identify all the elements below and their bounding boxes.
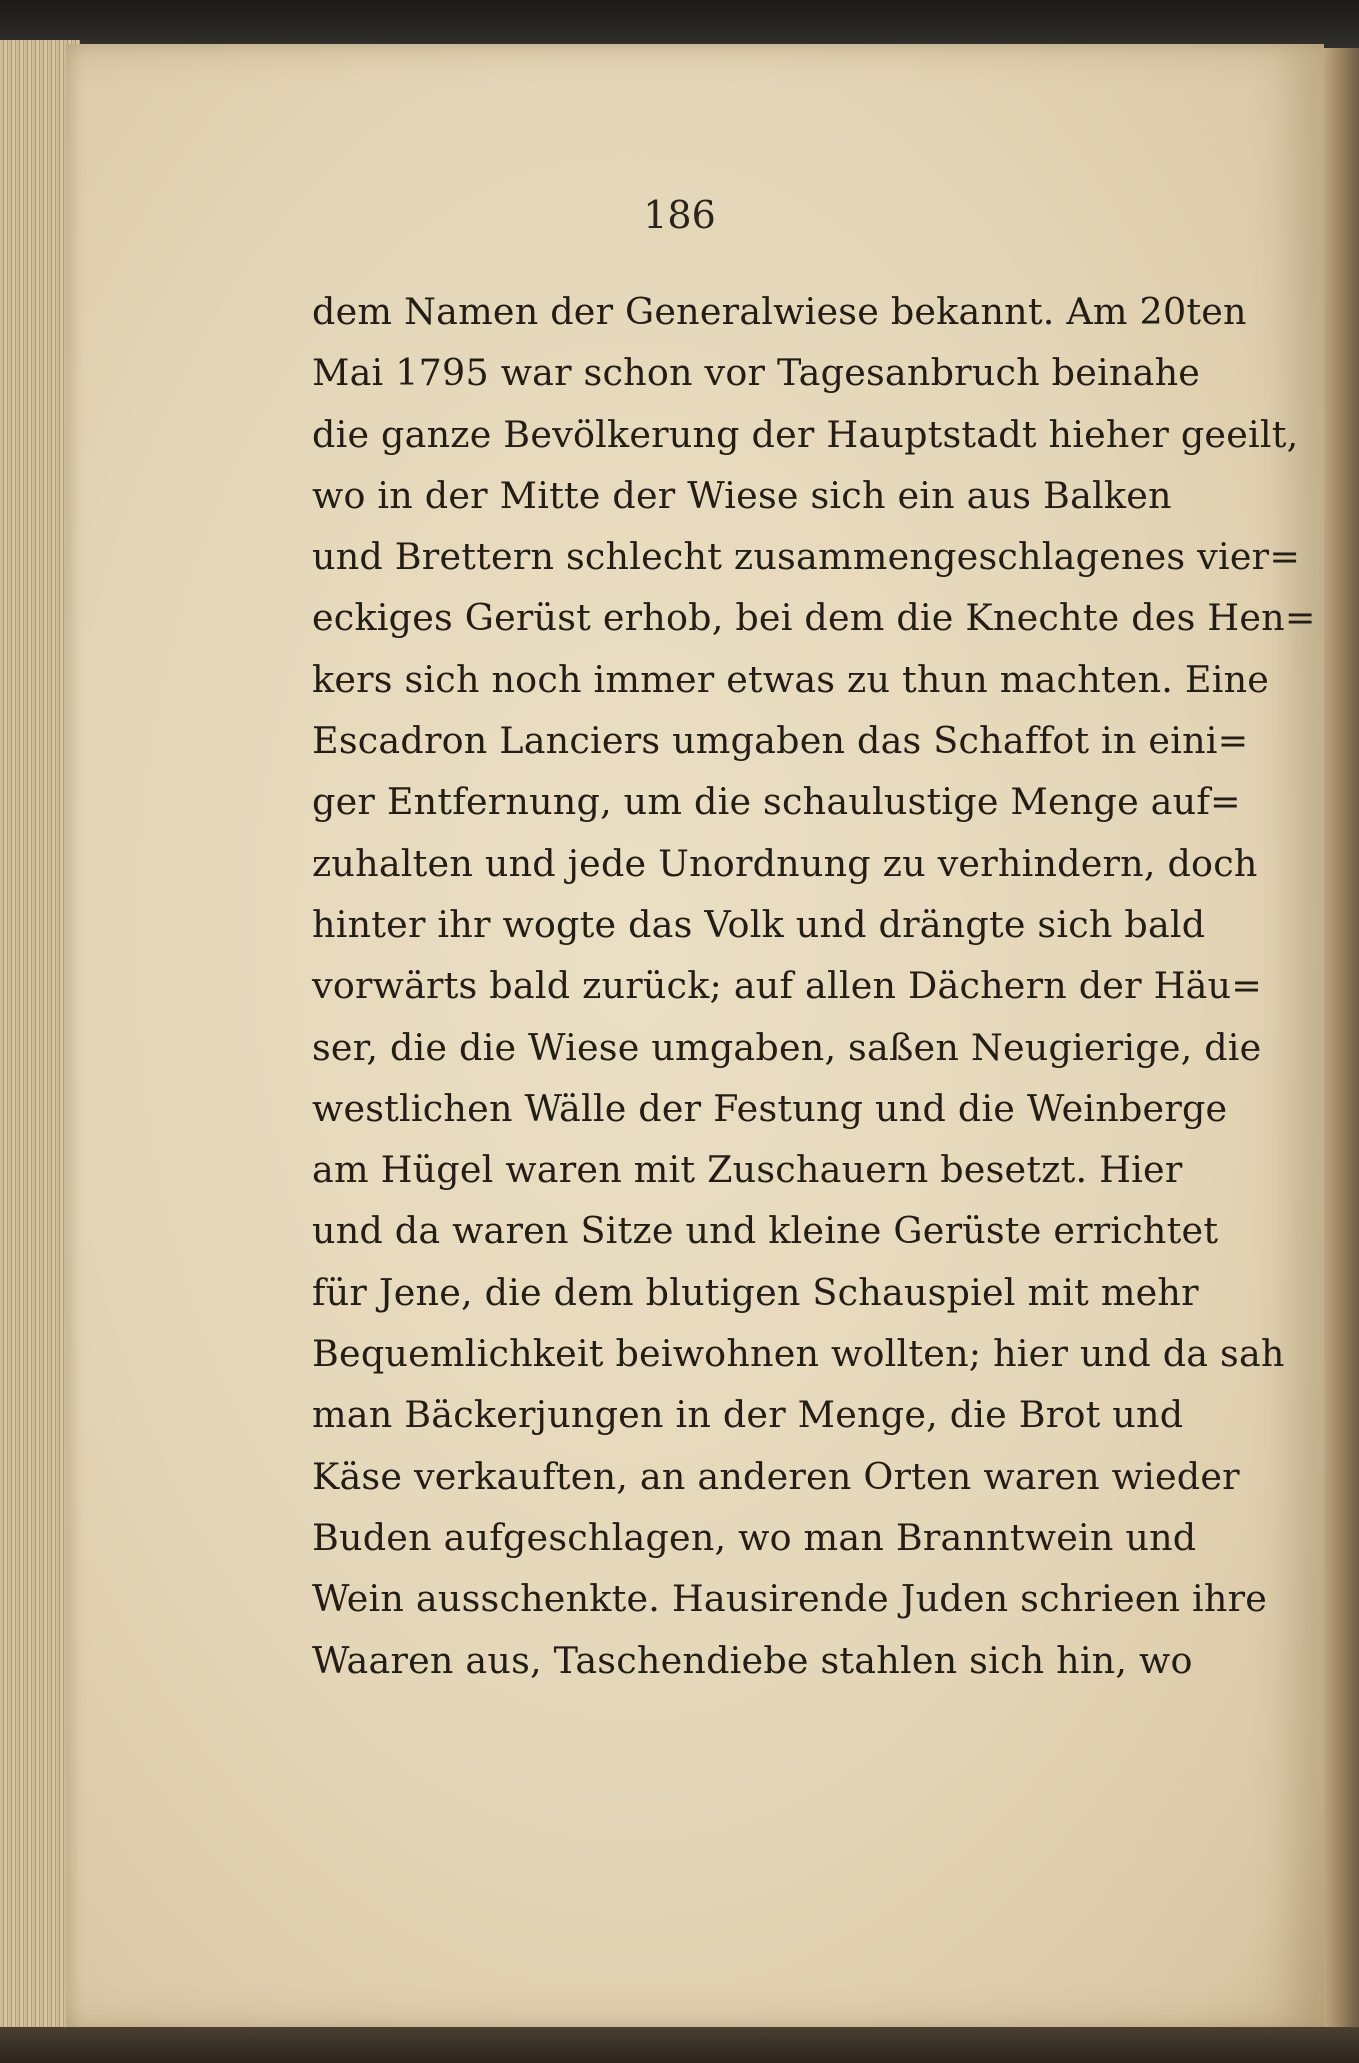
text-line: am Hügel waren mit Zuschauern besetzt. Hier (312, 1148, 1183, 1192)
text-line: ser, die die Wiese umgaben, saßen Neugierige, die (312, 1025, 1262, 1069)
text-line: die ganze Bevölkerung der Hauptstadt hieher geeilt, (312, 412, 1299, 456)
body-text (312, 281, 1316, 1691)
text-line: Mai 1795 war schon vor Tagesanbruch beinahe (312, 351, 1201, 395)
text-line: Wein ausschenkte. Hausirende Juden schrieen ihre (312, 1577, 1268, 1621)
text-line: dem Namen der Generalwiese bekannt. Am 20ten (312, 290, 1247, 333)
right-fore-edge (1319, 48, 1359, 2038)
text-line: Waaren aus, Taschendiebe stahlen sich hin, wo (312, 1638, 1193, 1682)
text-line: man Bäckerjungen in der Menge, die Brot und (312, 1393, 1184, 1437)
text-line: eckiges Gerüst erhob, bei dem die Knechte des Hen= (312, 596, 1316, 640)
text-line: westlichen Wälle der Festung und die Weinberge (312, 1086, 1228, 1130)
page-number: 186 (643, 193, 716, 237)
text-line: Buden aufgeschlagen, wo man Branntwein und (312, 1515, 1197, 1559)
text-line: für Jene, die dem blutigen Schauspiel mit mehr (312, 1270, 1199, 1314)
bottom-shadow (0, 2027, 1359, 2063)
text-line: wo in der Mitte der Wiese sich ein aus Balken (312, 473, 1172, 517)
text-line: Bequemlichkeit beiwohnen wollten; hier und da sah (312, 1332, 1285, 1376)
text-line: ger Entfernung, um die schaulustige Menge auf= (312, 780, 1241, 824)
text-line: vorwärts bald zurück; auf allen Dächern der Häu= (312, 964, 1263, 1008)
text-line: kers sich noch immer etwas zu thun machten. Eine (312, 657, 1270, 701)
text-line: Käse verkauften, an anderen Orten waren wieder (312, 1454, 1240, 1498)
text-line: und Brettern schlecht zusammengeschlagenes vier= (312, 535, 1301, 579)
text-line: zuhalten und jede Unordnung zu verhindern, doch (312, 841, 1258, 885)
text-line: hinter ihr wogte das Volk und drängte sich bald (312, 902, 1206, 946)
text-line: Escadron Lanciers umgaben das Schaffot in eini= (312, 719, 1249, 763)
text-line: und da waren Sitze und kleine Gerüste errichtet (312, 1209, 1219, 1253)
